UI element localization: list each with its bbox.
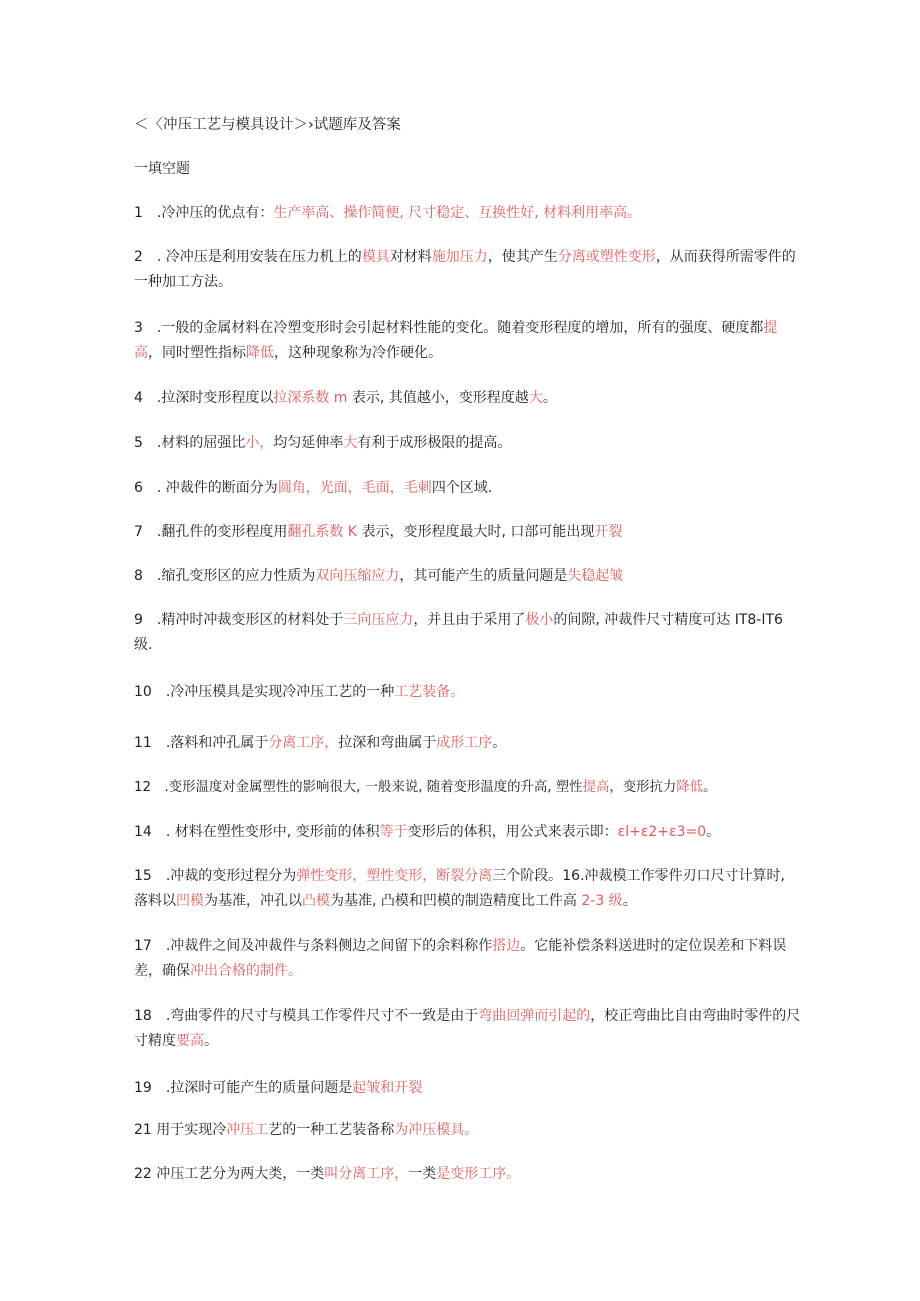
answer-segment: 工艺装备。 <box>394 684 465 700</box>
text-segment: 。 <box>492 735 507 751</box>
text-segment: 变形后的体积，用公式来表示即： <box>407 824 618 840</box>
text-segment: 2 . 冷冲压是利用安装在压力机上的 <box>134 249 362 265</box>
text-segment: 19 .拉深时可能产生的质量问题是 <box>134 1080 353 1096</box>
answer-segment: 搭边 <box>492 938 521 954</box>
item-22 <box>134 1162 802 1187</box>
text-segment: 表示，变形程度最大时, 口部可能出现 <box>357 524 595 540</box>
item-4 <box>134 386 802 411</box>
text-segment: ，并且由于采用了 <box>413 612 526 628</box>
text-segment: 14 . 材料在塑性变形中, 变形前的体积 <box>134 824 380 840</box>
text-segment: 拉深和弯曲属于 <box>338 735 437 751</box>
answer-segment: 等于 <box>379 824 408 840</box>
answer-segment: 三向压应力 <box>343 612 414 628</box>
answer-segment: 提高 <box>134 320 778 361</box>
text-segment: 。 <box>542 390 557 406</box>
item-15-16 <box>134 864 802 914</box>
text-segment: 15 .冲裁的变形过程分为 <box>134 868 297 884</box>
answer-segment: 施加压力 <box>431 249 488 265</box>
text-segment: 三个阶段。16.冲裁模工作零件刃口尺寸计算时, 落料以 <box>134 868 785 909</box>
answer-segment: 提高 <box>582 780 610 795</box>
text-segment: ，这种现象称为冷作硬化。 <box>274 345 442 361</box>
answer-segment: 凹模 <box>176 893 204 909</box>
text-segment: ，使其产生 <box>487 249 558 265</box>
text-segment: 5 .材料的屈强比 <box>134 435 246 451</box>
answer-segment: 小， <box>245 435 274 451</box>
answer-segment: 拉深系数 m <box>273 390 348 406</box>
answer-segment: 极小 <box>525 612 554 628</box>
answer-segment: 弯曲回弹而引起的 <box>478 1008 591 1024</box>
text-segment: 11 .落料和冲孔属于 <box>134 735 269 751</box>
text-segment: 9 .精冲时冲裁变形区的材料处于 <box>134 612 344 628</box>
text-segment: ，其可能产生的质量问题是 <box>399 568 568 584</box>
text-segment: 12 .变形温度对金属塑性的影响很大, 一般来说, 随着变形温度的升高, 塑性 <box>134 780 583 795</box>
item-3 <box>134 316 802 366</box>
answer-segment: 冲压工 <box>226 1122 269 1138</box>
text-segment: ，校正弯曲比自由弯曲时零件的尺寸精度 <box>134 1008 801 1049</box>
answer-segment: 是变形工序。 <box>436 1166 521 1182</box>
answer-segment: 大 <box>528 390 543 406</box>
item-5 <box>134 431 802 456</box>
item-2 <box>134 245 802 295</box>
item-6 <box>134 476 802 501</box>
text-segment: 10 .冷冲压模具是实现冷冲压工艺的一种 <box>134 684 395 700</box>
item-21 <box>134 1118 802 1143</box>
answer-segment: 分离工序， <box>268 735 339 751</box>
text-segment: 18 .弯曲零件的尺寸与模具工作零件尺寸不一致是由于 <box>134 1008 479 1024</box>
text-segment: 4 .拉深时变形程度以 <box>134 390 274 406</box>
answer-segment: 冲出合格的制件。 <box>190 963 302 979</box>
text-segment: 7 .翻孔件的变形程度用 <box>134 524 288 540</box>
answer-segment: 降低 <box>676 780 704 795</box>
text-segment: 3 .一般的金属材料在冷塑变形时会引起材料性能的变化。随着变形程度的增加，所有的强度、硬度都 <box>134 320 764 336</box>
text-segment: 。它能补偿条料送进时的定位误差和下料误差，确保 <box>134 938 787 979</box>
answer-segment: 翻孔系数 K <box>287 524 357 540</box>
text-segment: 表示, 其值越小，变形程度越 <box>347 390 529 406</box>
text-segment: 1 .冷冲压的优点有： <box>134 205 274 221</box>
answer-segment: 2-3 级 <box>581 893 623 909</box>
text-segment: 的间隙, 冲裁件尺寸精度可达 IT8-IT6 级. <box>134 612 783 653</box>
answer-segment: εl+ε2+ε3=0 <box>617 824 707 840</box>
item-14 <box>134 820 802 845</box>
item-7 <box>134 520 802 545</box>
text-segment: ，同时塑性指标 <box>148 345 246 361</box>
text-segment: 有利于成形极限的提高。 <box>357 435 512 451</box>
answer-segment: 成形工序 <box>436 735 493 751</box>
answer-segment: 开裂 <box>594 524 623 540</box>
answer-segment: 起皱和开裂 <box>352 1080 423 1096</box>
answer-segment: 失稳起皱 <box>567 568 624 584</box>
answer-segment: 生产率高、操作简便, 尺寸稳定、互换性好, 材料利用率高。 <box>273 205 642 221</box>
text-segment: 为基准, 凸模和凹模的制造精度比工件高 <box>330 893 582 909</box>
text-segment: 。 <box>204 1033 218 1049</box>
text-segment: 。 <box>706 824 721 840</box>
text-segment: 。 <box>703 780 717 795</box>
answer-segment: 弹性变形，塑性变形，断裂分离 <box>296 868 493 884</box>
text-segment: 为基准，冲孔以 <box>204 893 302 909</box>
item-9 <box>134 608 802 658</box>
answer-segment: 叫分离工序， <box>324 1166 409 1182</box>
item-11 <box>134 731 802 756</box>
text-segment: 22 冲压工艺分为两大类，一类 <box>134 1166 325 1182</box>
item-12 <box>134 775 802 800</box>
item-17 <box>134 934 802 984</box>
text-segment: 。 <box>622 893 637 909</box>
answer-segment: 模具 <box>361 249 390 265</box>
item-19 <box>134 1076 802 1101</box>
answer-segment: 大 <box>343 435 358 451</box>
answer-segment: 要高 <box>176 1033 204 1049</box>
text-segment: ，变形抗力 <box>609 780 677 795</box>
section-heading: 一填空题 <box>134 161 190 177</box>
text-segment: 17 .冲裁件之间及冲裁件与条料侧边之间留下的余料称作 <box>134 938 493 954</box>
text-segment: 8 .缩孔变形区的应力性质为 <box>134 568 316 584</box>
item-18 <box>134 1004 802 1054</box>
text-segment: ，从而获得所需零件的一种加工方法。 <box>134 249 796 290</box>
document-title: ＜〈冲压工艺与模具设计＞›试题库及答案 <box>134 117 401 133</box>
answer-segment: 降低 <box>246 345 274 361</box>
text-segment: 一类 <box>408 1166 437 1182</box>
answer-segment: 为冲压模具。 <box>394 1122 479 1138</box>
answer-segment: 凸模 <box>302 893 330 909</box>
item-1 <box>134 201 802 226</box>
answer-segment: 双向压缩应力 <box>315 568 400 584</box>
item-10 <box>134 680 802 705</box>
text-segment: 6 . 冲裁件的断面分为 <box>134 480 278 496</box>
text-segment: 21 用于实现冷 <box>134 1122 227 1138</box>
text-segment: 对材料 <box>389 249 432 265</box>
item-8 <box>134 564 802 589</box>
text-segment: 四个区域. <box>431 480 493 496</box>
text-segment: 均匀延伸率 <box>273 435 344 451</box>
text-segment: 艺的一种工艺装备称 <box>268 1122 395 1138</box>
answer-segment: 圆角，光面，毛面，毛刺 <box>277 480 432 496</box>
answer-segment: 分离或塑性变形 <box>557 249 656 265</box>
